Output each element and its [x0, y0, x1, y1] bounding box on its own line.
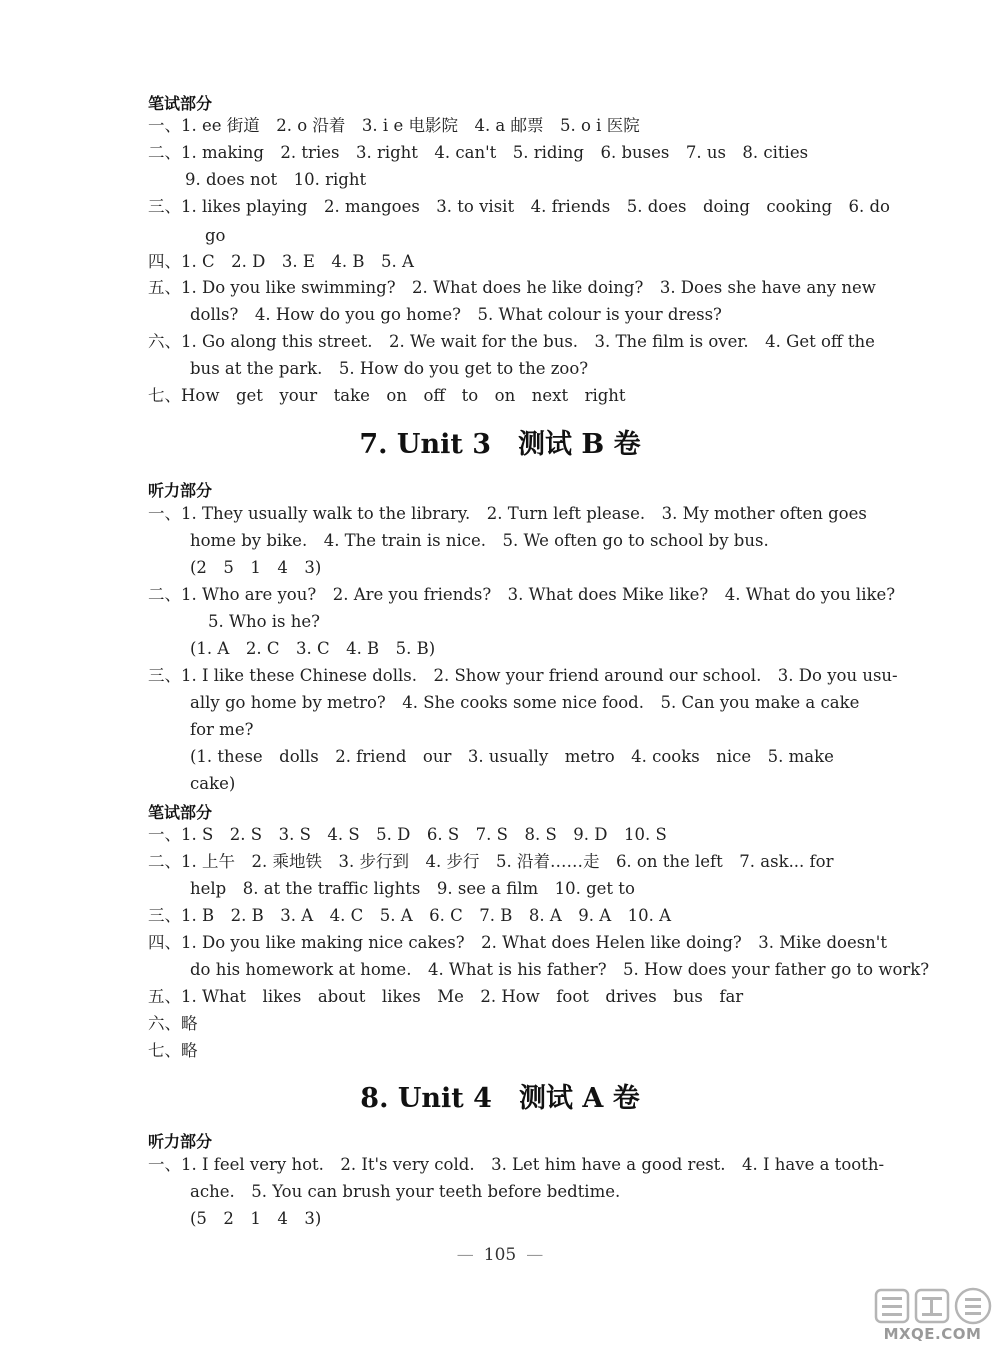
- answer-line: 一、1. S 2. S 3. S 4. S 5. D 6. S 7. S 8. S 9. D 10. S: [148, 825, 667, 844]
- answer-line: (1. A 2. C 3. C 4. B 5. B): [190, 639, 436, 658]
- watermark-logo-icon: [870, 1285, 995, 1330]
- answer-line: (5 2 1 4 3): [190, 1209, 322, 1228]
- answer-line: 二、1. making 2. tries 3. right 4. can't 5. riding 6. buses 7. us 8. cities: [148, 143, 809, 162]
- answer-line: 四、1. C 2. D 3. E 4. B 5. A: [148, 252, 414, 271]
- answer-line: 七、How get your take on off to on next right: [148, 386, 626, 405]
- page-number-dash: —: [526, 1245, 544, 1265]
- answer-line: 5. Who is he?: [208, 612, 320, 631]
- answer-line: 三、1. likes playing 2. mangoes 3. to visit 4. friends 5. does doing cooking 6. do: [148, 197, 890, 216]
- answer-line: (1. these dolls 2. friend our 3. usually metro 4. cooks nice 5. make: [190, 747, 834, 766]
- answer-line: 三、1. B 2. B 3. A 4. C 5. A 6. C 7. B 8. A 9. A 10. A: [148, 906, 672, 925]
- watermark-text: MXQE.COM: [883, 1325, 982, 1343]
- answer-line: 二、1. Who are you? 2. Are you friends? 3. What does Mike like? 4. What do you like?: [148, 585, 896, 604]
- answer-line: dolls? 4. How do you go home? 5. What colour is your dress?: [190, 305, 722, 324]
- section-heading-written: 笔试部分: [148, 803, 213, 822]
- answer-line: (2 5 1 4 3): [190, 558, 322, 577]
- answer-line: 一、1. They usually walk to the library. 2. Turn left please. 3. My mother often goes: [148, 504, 867, 523]
- answer-line: 三、1. I like these Chinese dolls. 2. Show your friend around our school. 3. Do you usu-: [148, 666, 898, 685]
- section-heading-listening: 听力部分: [148, 1132, 213, 1151]
- page-number-dash: —: [456, 1245, 474, 1265]
- answer-line: ache. 5. You can brush your teeth before bedtime.: [190, 1182, 621, 1201]
- unit-title: 7. Unit 3 测试 B 卷: [359, 429, 641, 460]
- answer-line: 二、1. 上午 2. 乘地铁 3. 步行到 4. 步行 5. 沿着……走 6. on the left 7. ask... for: [148, 852, 834, 871]
- section-heading-listening: 听力部分: [148, 481, 213, 500]
- unit-title: 8. Unit 4 测试 A 卷: [360, 1083, 640, 1114]
- answer-line: 一、1. I feel very hot. 2. It's very cold. 3. Let him have a good rest. 4. I have a tooth-: [148, 1155, 885, 1174]
- answer-line: help 8. at the traffic lights 9. see a film 10. get to: [190, 879, 635, 898]
- answer-line: cake): [190, 774, 236, 793]
- watermark-logo: [870, 1285, 995, 1355]
- page-number: [0, 1245, 1000, 1265]
- answer-line: 9. does not 10. right: [185, 170, 367, 189]
- answer-line: 四、1. Do you like making nice cakes? 2. What does Helen like doing? 3. Mike doesn't: [148, 933, 887, 952]
- answer-line: bus at the park. 5. How do you get to the zoo?: [190, 359, 589, 378]
- answer-line: 六、略: [148, 1014, 198, 1033]
- answer-line: 六、1. Go along this street. 2. We wait for the bus. 3. The film is over. 4. Get off the: [148, 332, 875, 351]
- answer-line: ally go home by metro? 4. She cooks some nice food. 5. Can you make a cake: [190, 693, 860, 712]
- answer-line: home by bike. 4. The train is nice. 5. We often go to school by bus.: [190, 531, 769, 550]
- answer-line: 五、1. What likes about likes Me 2. How foot drives bus far: [148, 987, 744, 1006]
- answer-line: do his homework at home. 4. What is his father? 5. How does your father go to work?: [190, 960, 930, 979]
- answer-line: go: [205, 226, 226, 245]
- section-heading-written: 笔试部分: [148, 94, 213, 113]
- answer-line: 五、1. Do you like swimming? 2. What does he like doing? 3. Does she have any new: [148, 278, 876, 297]
- answer-line: for me?: [190, 720, 254, 739]
- answer-line: 七、略: [148, 1041, 198, 1060]
- answer-line: 一、1. ee 街道 2. o 沿着 3. i e 电影院 4. a 邮票 5. o i 医院: [148, 116, 640, 135]
- page-number-value: 105: [483, 1245, 517, 1265]
